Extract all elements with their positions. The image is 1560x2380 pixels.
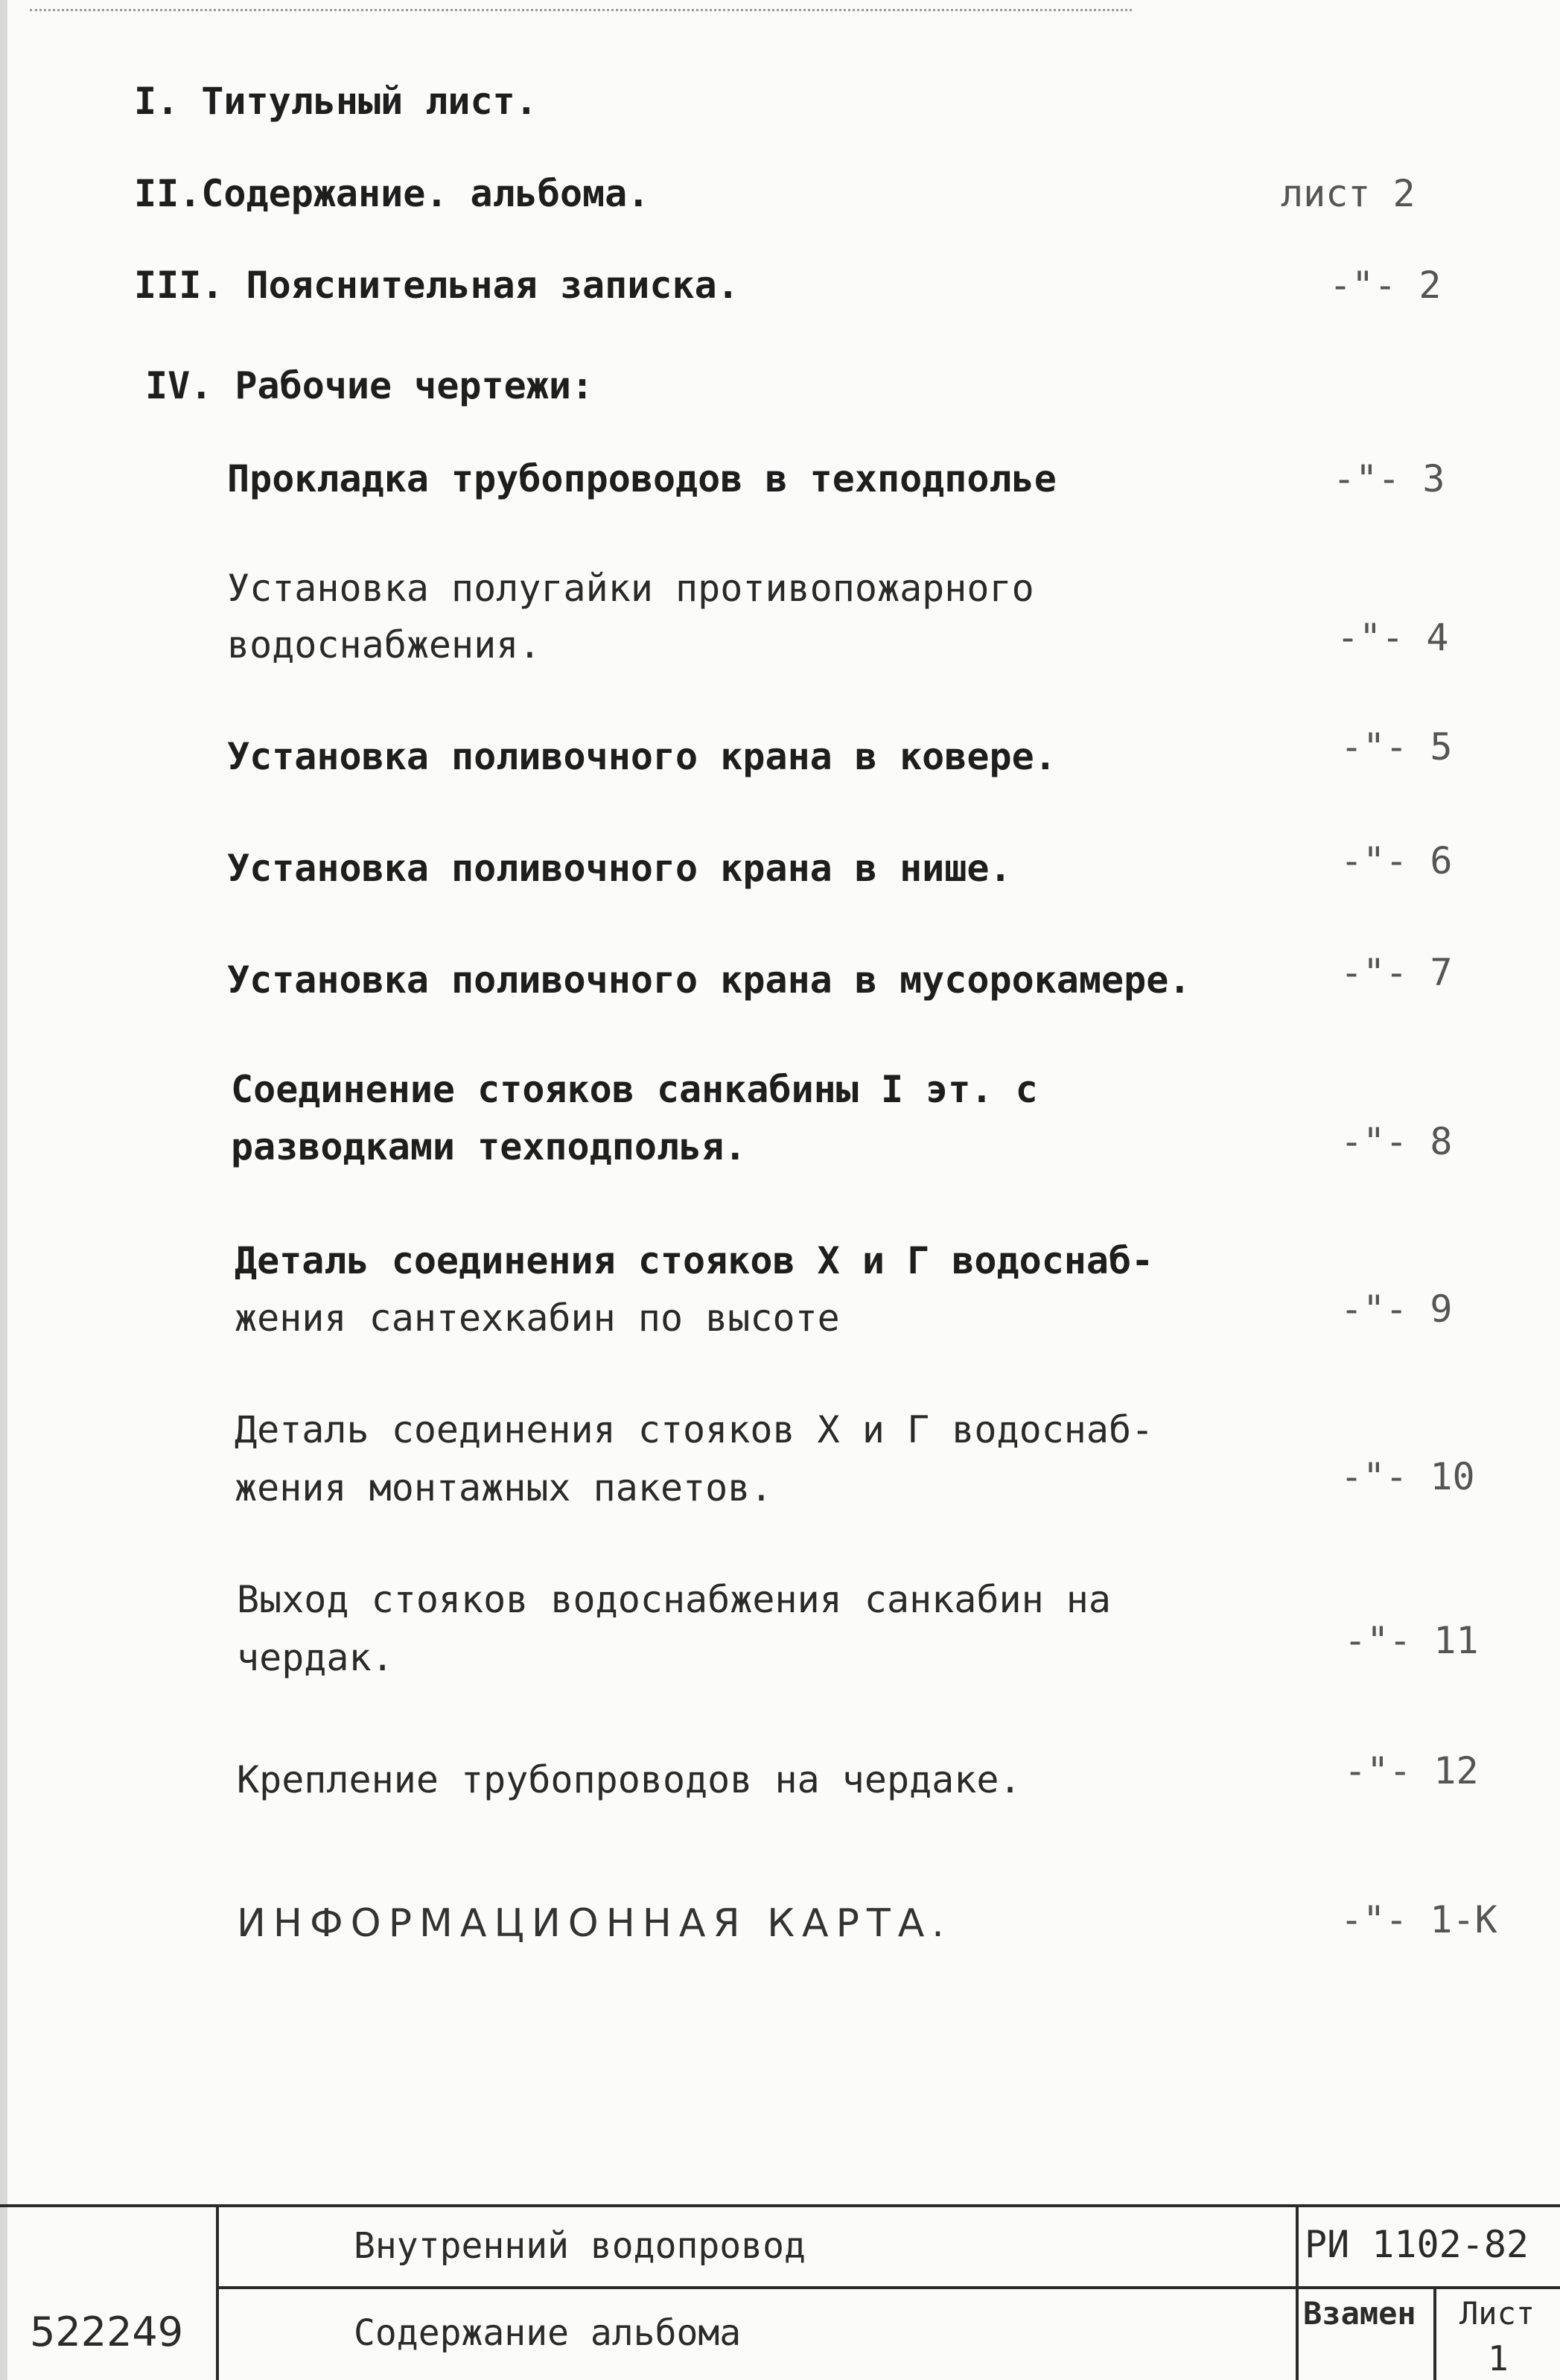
sheet-number: 1: [1488, 2338, 1509, 2379]
scan-edge: [0, 0, 7, 2380]
doc-code: РИ 1102-82: [1305, 2223, 1529, 2266]
page-ref: -"- 11: [1344, 1619, 1479, 1662]
item-drawing-cont: водоснабжения.: [227, 623, 541, 666]
replaced-label: Взамен: [1303, 2295, 1416, 2332]
frame-vline: [1296, 2204, 1299, 2380]
page-ref: -"- 2: [1329, 264, 1442, 307]
page-ref: -"- 9: [1340, 1288, 1453, 1331]
frame-vline: [1433, 2289, 1436, 2380]
item-drawing-cont: чердак.: [237, 1636, 394, 1679]
page-ref: лист 2: [1281, 172, 1416, 215]
item-drawing: Крепление трубопроводов на чердаке.: [237, 1758, 1022, 1801]
item-drawing-cont: жения сантехкабин по высоте: [235, 1296, 840, 1340]
item-drawing: Установка полугайки противопожарного: [227, 567, 1034, 610]
inventory-number: 522249: [30, 2309, 184, 2355]
item-info-card: ИНФОРМАЦИОННАЯ КАРТА.: [237, 1901, 952, 1946]
page-ref: -"- 12: [1344, 1749, 1479, 1792]
sheet-label: Лист: [1459, 2295, 1535, 2332]
item-drawing-cont: разводками техподполья.: [231, 1125, 747, 1168]
frame-hline: [216, 2286, 1560, 2289]
item-drawing-cont: жения монтажных пакетов.: [235, 1466, 773, 1509]
page-ref: -"- 6: [1340, 839, 1453, 882]
item-drawing: Прокладка трубопроводов в техподполье: [227, 457, 1057, 500]
item-drawing: Соединение стояков санкабины I эт. с: [231, 1068, 1038, 1111]
page-ref: -"- 10: [1340, 1455, 1475, 1498]
item-album-contents: II.Содержание. альбома.: [134, 172, 650, 215]
item-drawing: Установка поливочного крана в мусорокамере.: [227, 958, 1191, 1002]
item-title-sheet: I. Титульный лист.: [134, 80, 538, 123]
page-ref: -"- 4: [1337, 616, 1449, 659]
item-drawing: Установка поливочного крана в ковере.: [227, 735, 1057, 778]
page-ref: -"- 1-К: [1340, 1898, 1497, 1941]
page-ref: -"- 5: [1340, 725, 1453, 769]
sheet-name: Содержание альбома: [354, 2312, 742, 2354]
top-torn-strip: [30, 0, 1132, 11]
doc-name: Внутренний водопровод: [354, 2225, 806, 2267]
item-drawing: Деталь соединения стояков Х и Г водоснаб-: [235, 1239, 1154, 1282]
frame-top-line: [0, 2204, 1560, 2207]
page-ref: -"- 3: [1333, 457, 1445, 500]
page-ref: -"- 7: [1340, 951, 1453, 994]
item-drawing: Выход стояков водоснабжения санкабин на: [237, 1578, 1111, 1621]
item-drawing: Деталь соединения стояков Х и Г водоснаб-: [235, 1408, 1154, 1451]
page-ref: -"- 8: [1340, 1120, 1453, 1163]
item-working-drawings: IV. Рабочие чертежи:: [145, 364, 594, 407]
item-drawing: Установка поливочного крана в нише.: [227, 847, 1012, 890]
item-explanatory-note: III. Пояснительная записка.: [134, 264, 739, 307]
frame-vline: [216, 2204, 219, 2380]
